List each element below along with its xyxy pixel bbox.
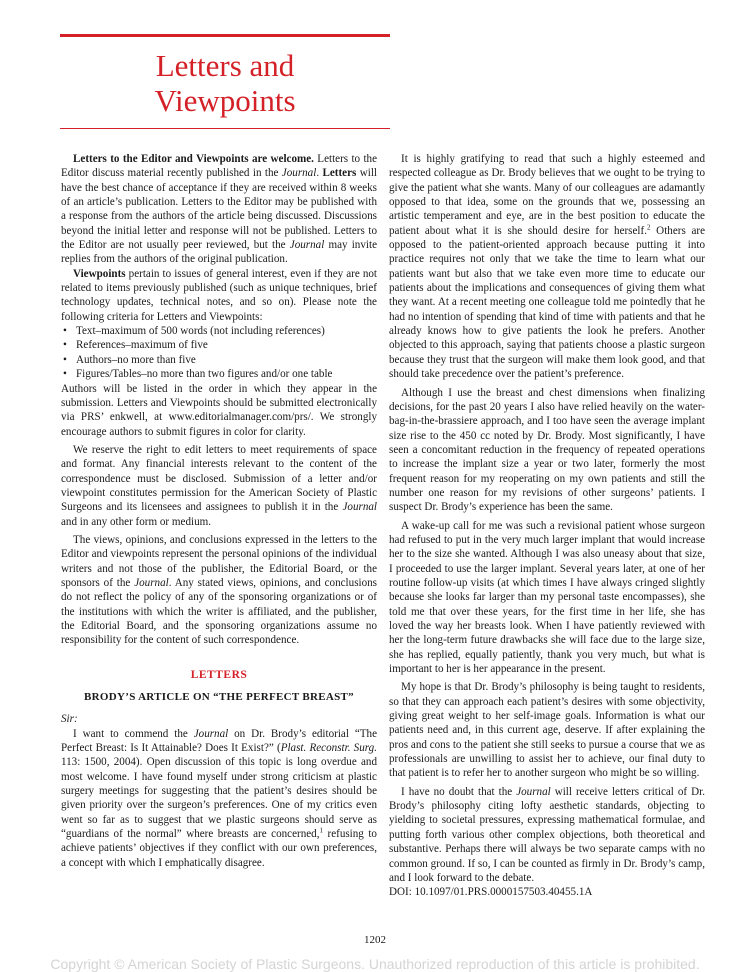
- journal-name: Journal: [134, 576, 169, 589]
- letters-bold: Letters: [322, 167, 357, 180]
- intro-paragraph: [61, 152, 377, 267]
- intro-lead: Letters to the Editor and Viewpoints are welcome.: [73, 153, 314, 165]
- criteria-item: • References–maximum of five: [76, 338, 377, 352]
- viewpoints-lead: Viewpoints: [73, 267, 126, 280]
- letter-paragraph: [389, 152, 705, 382]
- intro-text-1: Letters to the Editor discuss material recently published in the: [61, 153, 377, 180]
- criteria-item: • Figures/Tables–no more than two figures and/or one table: [76, 367, 377, 381]
- left-column: [61, 152, 377, 870]
- views-paragraph: [61, 533, 377, 648]
- letter-text-3: 113: 1500, 2004). Open discussion of this topic is long overdue and most welcome. I have found myself under strong criticism at plastic surgery meetings for suggesting that the patient’s desires should be given priority over the surgeon’s preferences. One of my critics even went so far as to suggest that we plastic surgeons should serve as “guardians of the normal” where breasts are concerned,: [61, 756, 377, 841]
- letter-text: Others are opposed to the patient-oriented approach because putting it into practice requires not only that we take the time to learn what our patients want but also that we take even more time to educate our patients about the implications and consequences of giving them what they want. At a recent meeting one colleague told me pointedly that he had no intention of spending that kind of time with patients and that he already knows how to give patients the look he prefers. Another objected to this approach, saying that patients choose a plastic surgeon because they trust that the surgeon will make them look good, and that should take precedence over the patient’s preference.: [389, 224, 705, 381]
- intro-text-3: will have the best chance of acceptance if they are received within 8 weeks of an article’s publication. Letters to the Editor may be published with a response from the authors of the article being discussed. Discussions beyond the initial letter and response will not be published. Letters to the Editor are not usually peer reviewed, but the: [61, 167, 377, 252]
- journal-name: Journal: [342, 501, 377, 514]
- section-bottom-rule: [60, 128, 390, 129]
- rights-text-2: and in any other form or medium.: [61, 515, 212, 528]
- letter-paragraph: [389, 785, 705, 885]
- letter-paragraph: My hope is that Dr. Brody’s philosophy is being taught to residents, so that they can approach each patient’s desires with some objectivity, giving great weight to her self-image goals. Information is what our patients need and, in this current age, deserve. If after explaining the pros and cons to the patient she still seeks to pursue a course that we as professionals are unwilling to assist her to achieve, our final duty to that patient is to refer her to another surgeon who might be so willing.: [389, 681, 705, 780]
- views-text-2: . Any stated views, opinions, and conclusions do not reflect the policy of any of the sponsoring organizations or of the institutions with which the writer is affiliated, and the publisher, the Editorial Board, and the sponsoring organizations assume no responsibility for the content of such correspondence.: [61, 576, 377, 647]
- section-top-rule: [60, 34, 390, 37]
- salutation: Sir:: [61, 713, 78, 726]
- letters-heading: LETTERS: [190, 668, 248, 681]
- right-column: [389, 152, 705, 900]
- journal-name: Journal: [516, 785, 551, 798]
- reference-marker: 2: [646, 223, 651, 232]
- section-title: [60, 48, 390, 118]
- letter-text-1: I want to commend the: [73, 727, 194, 740]
- intro-text-2: .: [316, 167, 323, 180]
- rights-paragraph: [61, 443, 377, 529]
- letter-text-2: on Dr. Brody’s editorial “The Perfect Breast: Is It Attainable? Does It Exist?” (: [61, 727, 377, 755]
- doi: DOI: 10.1097/01.PRS.0000157503.40455.1A: [389, 886, 593, 899]
- criteria-item: • Authors–no more than five: [76, 353, 377, 367]
- letter-text: I have no doubt that the: [401, 785, 517, 798]
- criteria-item: • Text–maximum of 500 words (not including references): [76, 324, 377, 338]
- letter-paragraph: [61, 727, 377, 870]
- page-number: 1202: [364, 934, 386, 946]
- criteria-list: [61, 324, 377, 381]
- section-title-line1: Letters and: [155, 48, 295, 83]
- viewpoints-text: pertain to issues of general interest, even if they are not related to items previously published (such as unique techniques, brief technology updates, technical notes, and so on). Please note the following criteria for Letters and Viewpoints:: [61, 267, 377, 323]
- letter-paragraph: Although I use the breast and chest dimensions when finalizing decisions, for the past 20 years I also have relied heavily on the water-bag-in-the-brassiere approach, and I too have seen the average implant size rise to the 450 cc noted by Dr. Brody. Most significantly, I have seen a concomitant reduction in the frequency of repeated operations to increase the implant size a year or two later, formerly the most frequent reason for my reoperating on my own patients and still the number one reason for my revisions of other surgeons’ patients. I suspect Dr. Brody’s experience has been the same.: [389, 386, 705, 514]
- letter-text: will receive letters critical of Dr. Brody’s philosophy citing lofty aesthetic standards, objecting to yielding to societal pressures, expressing mathematical formulae, and putting forth various other complex objections, both theoretical and substantive. Perhaps there will always be two separate camps with no common ground. If so, I can be counted as firmly in Dr. Brody’s camp, and I look forward to the debate.: [389, 785, 705, 884]
- copyright-watermark: Copyright © American Society of Plastic Surgeons. Unauthorized reproduction of this article is prohibited.: [50, 956, 700, 972]
- journal-name: Journal: [281, 167, 317, 180]
- letter-text: It is highly gratifying to read that such a highly esteemed and respected colleague as Dr. Brody believes that we ought to be trying to give the patient what she wants. Many of our colleagues are adamantly opposed to that idea, some on the grounds that we, possessing an artistic temperament and eye, are in the best position to educate the patient about what it is she should desire for herself.: [389, 153, 705, 237]
- views-text-1: The views, opinions, and conclusions expressed in the letters to the Editor and viewpoints represent the personal opinions of the individual writers and not those of the publisher, the Editorial Board, or the sponsors of the: [61, 533, 377, 589]
- letter-text-4: refusing to achieve patients’ objectives if they conflict with our own preferences, a concept with which I emphatically disagree.: [61, 828, 377, 869]
- letter-paragraph: A wake-up call for me was such a revisional patient whose surgeon had refused to put in the very much larger implant that would increase her to the size she wanted. Although I was also uneasy about that size, I proceeded to use the larger implant. Several years later, at one of her routine follow-up visits (at which times I have always cringed slightly because she looks far larger than my personal taste encompasses), she told me that over these years, for the first time in her life, she has loved the way her breasts look. When I have patiently reviewed with her the long-term future drawbacks she will face due to the large size, she has replied, equally patiently, thank you very much, but what is important to her is her appearance in the present.: [389, 519, 705, 676]
- section-title-line2: Viewpoints: [154, 83, 296, 118]
- reference-marker: 1: [319, 826, 323, 835]
- journal-name: Journal: [289, 239, 325, 252]
- viewpoints-paragraph: [61, 267, 377, 324]
- article-heading: BRODY’S ARTICLE ON “THE PERFECT BREAST”: [84, 691, 354, 704]
- intro-text-4: may invite replies from the authors of the original publication.: [61, 239, 377, 266]
- journal-name: Journal: [193, 727, 229, 740]
- journal-citation: Plast. Reconstr. Surg.: [280, 742, 377, 755]
- authors-order-paragraph: Authors will be listed in the order in which they appear in the submission. Letters and Viewpoints should be submitted electronically via PRS’ enkwell, at www.editorialmanager.com/prs/. We strongly encourage authors to submit figures in color for clarity.: [61, 382, 377, 438]
- rights-text-1: We reserve the right to edit letters to meet requirements of space and format. Any financial interests relevant to the content of the correspondence must be disclosed. Submission of a letter and/or viewpoint constitutes permission for the American Society of Plastic Surgeons and its licensees and assignees to publish it in the: [61, 443, 377, 514]
